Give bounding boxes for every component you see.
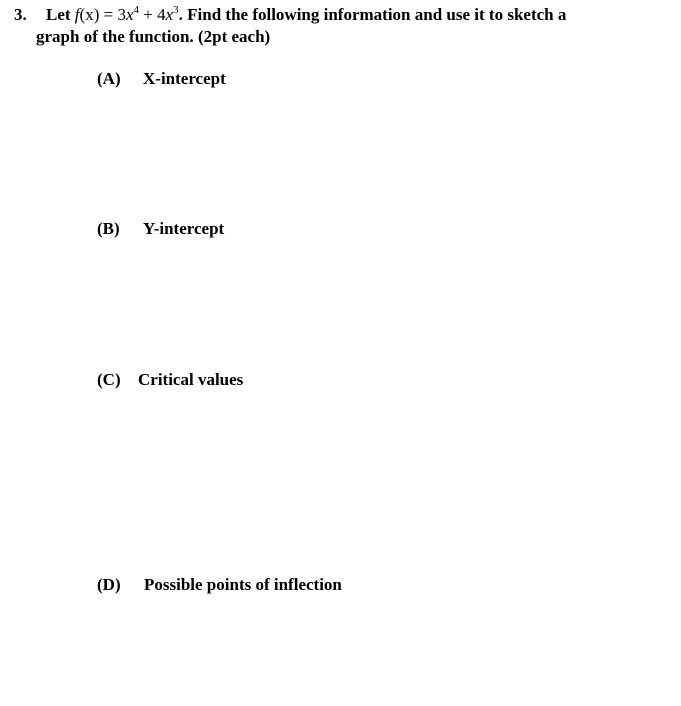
part-d [97, 575, 342, 595]
term2-coefficient: 4 [157, 5, 166, 24]
instruction-text-1: . Find the following information and use it to sketch a [178, 5, 567, 24]
problem-intro: Let [46, 5, 71, 24]
part-b [97, 219, 224, 239]
function-name: f [74, 5, 80, 24]
term1-coefficient: 3 [117, 5, 126, 24]
part-a-label: X-intercept [143, 69, 226, 88]
part-b-letter: (B) [97, 219, 120, 238]
problem-statement-line-1 [14, 5, 566, 25]
instruction-text-2: graph of the function. (2pt each) [36, 27, 271, 46]
part-d-label: Possible points of inflection [144, 575, 342, 594]
problem-statement-line-2 [36, 27, 270, 47]
plus-sign: + [143, 5, 153, 24]
part-a-letter: (A) [97, 69, 121, 88]
term2-variable: x [165, 5, 174, 24]
term1-exponent: 4 [133, 4, 139, 16]
part-b-label: Y-intercept [143, 219, 225, 238]
term2-exponent: 3 [173, 4, 179, 16]
term1-variable: x [125, 5, 134, 24]
part-d-letter: (D) [97, 575, 121, 594]
equals-sign: = [103, 5, 114, 24]
function-expression [75, 5, 179, 24]
problem-number: 3. [14, 5, 27, 24]
function-argument: (x) [79, 5, 100, 24]
part-c-label: Critical values [138, 370, 244, 389]
part-c [97, 370, 243, 390]
part-c-letter: (C) [97, 370, 121, 389]
part-a [97, 69, 226, 89]
